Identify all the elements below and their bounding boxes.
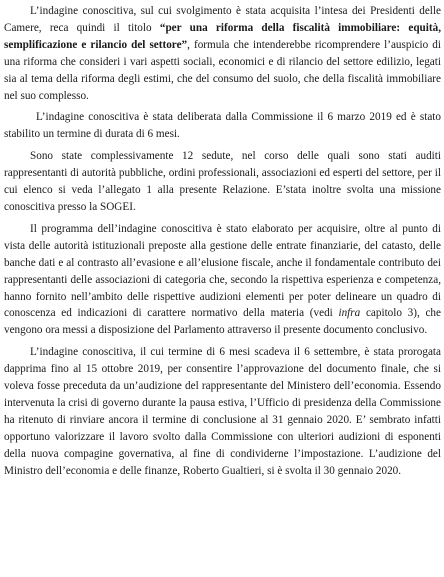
paragraph-programme <box>4 221 441 339</box>
paragraph-deliberation <box>4 109 441 143</box>
paragraph-title-intro <box>4 3 441 104</box>
document-page <box>4 3 441 479</box>
paragraph-text: capitolo 3), che vengono ora messi a disposizione del Parlamento attraverso il presente documento conclusivo. <box>4 307 441 337</box>
paragraph-text: L’indagine conoscitiva è stata deliberata dalla Commissione il 6 marzo 2019 ed è stato stabilito un termine di durata di 6 mesi. <box>4 111 441 141</box>
paragraph-sessions <box>4 148 441 216</box>
infra-italic: infra <box>338 307 361 320</box>
paragraph-text: , formula che intenderebbe ricomprendere l’auspicio di una riforma che consideri i vari aspetti sociali, economici e di rilancio del settore edilizio, legati sia al tema della riforma degli estimi, che del consumo del suolo, che della fiscalità immobiliare nel suo complesso. <box>4 38 441 102</box>
paragraph-text: L’indagine conoscitiva, il cui termine di 6 mesi scadeva il 6 settembre, è stata prorogata dapprima fino al 15 ottobre 2019, per consentire l’approvazione del documento finale, che si voleva fosse preceduta da un’audizione del rappresentante del Ministero dell’economia. Essendo intervenuta la crisi di governo durante la pausa estiva, l’Ufficio di presidenza della Commissione ha ritenuto di rinviare ancora il termine di conclusione al 31 gennaio 2020. E’ sembrato infatti opportuno valorizzare il lavoro svolto dalla Commissione con ulteriori audizioni di esponenti della nuova compagine governativa, al fine di condividerne l’impostazione. L’audizione del Ministro dell’economia e delle finanze, Roberto Gualtieri, si è svolta il 30 gennaio 2020. <box>4 346 441 477</box>
report-title-bold: “per una riforma della fiscalità immobiliare: equità, semplificazione e rilancio del settore” <box>4 21 441 51</box>
paragraph-text: Sono state complessivamente 12 sedute, nel corso delle quali sono stati auditi rappresentanti di autorità pubbliche, ordini professionali, associazioni ed esperti del settore, per il cui elenco si veda l’allegato 1 alla presente Relazione. E’stata inoltre svolta una missione conoscitiva presso la SOGEI. <box>4 150 441 213</box>
paragraph-text: Il programma dell’indagine conoscitiva è stato elaborato per acquisire, oltre al punto di vista delle autorità istituzionali preposte alla gestione delle entrate finanziarie, del catasto, delle banche dati e al contrasto all’evasione e all’elusione fiscale, anche il fondamentale contributo dei rappresentanti delle associazioni di categoria che, secondo la rispettiva esperienza e competenza, hanno fornito nell’ambito delle rispettive audizioni elementi per poter delineare un quadro di conoscenza ed indicazioni di carattere normativo della materia (vedi <box>4 222 441 320</box>
paragraph-text: L’indagine conoscitiva, sul cui svolgimento è stata acquisita l’intesa dei Presidenti delle Camere, reca quindi il titolo <box>4 5 441 34</box>
paragraph-extension <box>4 344 441 479</box>
